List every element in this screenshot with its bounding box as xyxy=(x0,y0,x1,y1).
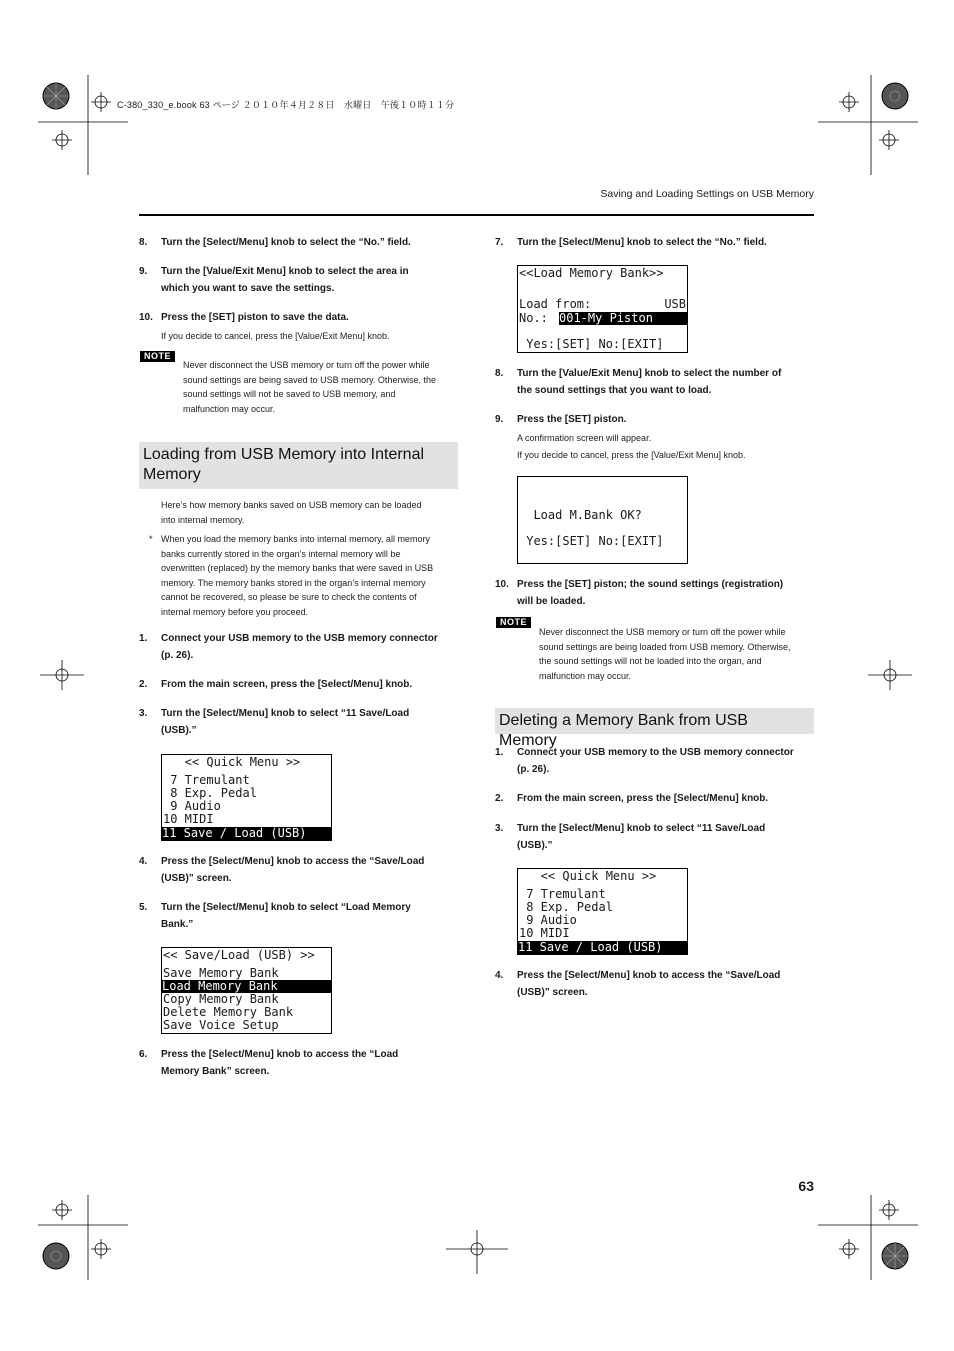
load-step-4: 4. Press the [Select/Menu] knob to access the “Save/Load (USB)” screen. xyxy=(139,856,425,884)
section-heading-loading: Loading from USB Memory into Internal Memory xyxy=(139,442,458,489)
note-badge: NOTE xyxy=(140,351,175,362)
registration-mark-bottom-center xyxy=(446,1230,508,1274)
load-step-3: 3. Turn the [Select/Menu] knob to select “11 Save/Load (USB).” xyxy=(139,708,410,736)
lcd-selected-row: Load Memory Bank xyxy=(162,980,331,993)
step-number: 8. xyxy=(139,237,148,248)
step-10-subtext: If you decide to cancel, press the [Value/Exit Menu] knob. xyxy=(161,331,390,341)
header-rule xyxy=(139,214,814,216)
load-step-6: 6. Press the [Select/Menu] knob to access the “Load Memory Bank” screen. xyxy=(139,1049,399,1077)
registration-mark-top-right xyxy=(818,75,918,175)
load-step-10: 10. Press the [SET] piston; the sound settings (registration) will be loaded. xyxy=(495,579,784,607)
registration-mark-top-left xyxy=(38,75,128,175)
lcd-selected-field: 001-My Piston xyxy=(559,312,687,325)
step-text: Press the [SET] piston to save the data. xyxy=(161,312,349,323)
note-text: Never disconnect the USB memory or turn off the power while sound settings are being loaded from USB memory. Otherwise, the sound settings will not be loaded into the organ, and malfunction may occur. xyxy=(539,627,791,681)
intro-text: Here’s how memory banks saved on USB memory can be loaded into internal memory. xyxy=(161,500,422,525)
load-step-1: 1. Connect your USB memory to the USB memory connector (p. 26). xyxy=(139,633,438,661)
delete-step-1: 1. Connect your USB memory to the USB memory connector (p. 26). xyxy=(495,747,794,775)
step-text: Turn the [Select/Menu] knob to select the “No.” field. xyxy=(161,237,411,248)
step-9 xyxy=(139,264,459,298)
load-step-5: 5. Turn the [Select/Menu] knob to select “Load Memory Bank.” xyxy=(139,902,411,930)
book-info: C-380_330_e.book 63 ページ ２０１０年４月２８日 水曜日 午後１０時１１分 xyxy=(117,100,455,110)
step-number: 10. xyxy=(139,312,153,323)
warning-text: When you load the memory banks into internal memory, all memory banks currently stored in the organ’s internal memory will be overwritten (replaced) by the memory banks that were saved in USB memory. The memory banks stored in the organ’s internal memory cannot be recovered, so please be sure to check the contents of internal memory before you proceed. xyxy=(161,534,434,617)
step-9-subtext: A confirmation screen will appear. If you decide to cancel, press the [Value/Exit Menu] knob. xyxy=(517,433,746,460)
lcd-load-memory-bank: <<Load Memory Bank>> Load from: USB No.: 001-My Piston Yes:[SET] No:[EXIT] xyxy=(519,266,686,351)
page-number: 63 xyxy=(798,1178,814,1194)
lcd-selected-row: 11 Save / Load (USB) xyxy=(162,827,331,840)
warning-bullet: * xyxy=(149,534,153,544)
lcd-confirm-load: Load M.Bank OK? Yes:[SET] No:[EXIT] xyxy=(517,476,688,564)
load-step-8: 8. Turn the [Value/Exit Menu] knob to select the number of the sound settings that you want to load. xyxy=(495,368,782,396)
registration-mark-bottom-left xyxy=(38,1195,128,1280)
step-text-line1: Turn the [Value/Exit Menu] knob to select the area in xyxy=(161,266,409,277)
registration-mark-right-mid xyxy=(868,660,912,690)
delete-step-4: 4. Press the [Select/Menu] knob to access the “Save/Load (USB)” screen. xyxy=(495,970,781,998)
registration-mark-left-mid xyxy=(40,660,84,690)
lcd-selected-row: 11 Save / Load (USB) xyxy=(518,941,687,954)
delete-step-3: 3. Turn the [Select/Menu] knob to select “11 Save/Load (USB).” xyxy=(495,823,766,851)
step-text-line2: which you want to save the settings. xyxy=(161,283,335,294)
step-number: 9. xyxy=(139,266,148,277)
lcd-save-load-menu: << Save/Load (USB) >> Save Memory Bank Load Memory Bank Copy Memory Bank Delete Memory Bank Save Voice Setup xyxy=(161,947,332,1034)
lcd-quick-menu: << Quick Menu >> 7 Tremulant 8 Exp. Pedal 9 Audio 10 MIDI 11 Save / Load (USB) xyxy=(517,868,688,955)
page-header-title: Saving and Loading Settings on USB Memory xyxy=(600,188,814,200)
note-badge: NOTE xyxy=(496,617,531,628)
lcd-quick-menu: << Quick Menu >> 7 Tremulant 8 Exp. Pedal 9 Audio 10 MIDI 11 Save / Load (USB) xyxy=(161,754,332,841)
section-heading-deleting: Deleting a Memory Bank from USB Memory xyxy=(495,708,814,734)
registration-mark-bottom-right xyxy=(818,1195,918,1280)
note-text: Never disconnect the USB memory or turn off the power while sound settings are being saved to USB memory. Otherwise, the sound settings will not be saved to USB memory, and malfunction may occur. xyxy=(183,360,436,414)
